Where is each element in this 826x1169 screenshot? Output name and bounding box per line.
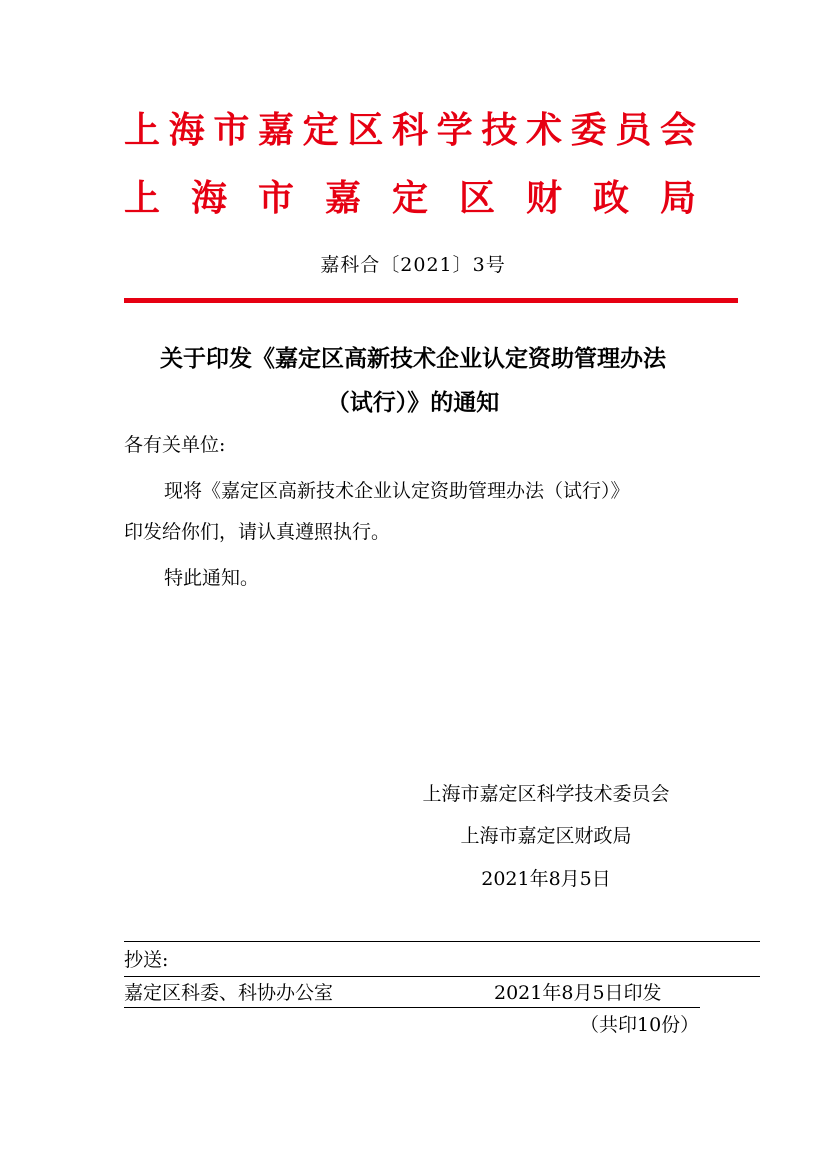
issuer-heading-1: 上海市嘉定区科学技术委员会 [124,109,696,151]
body-paragraph-line-2: 印发给你们，请认真遵照执行。 [124,521,391,543]
document-number: 嘉科合〔2021〕3号 [320,254,506,276]
footer-rule-top [124,941,760,942]
footer-rule-middle [124,976,760,977]
print-count: （共印10份） [580,1014,700,1036]
red-divider [124,298,738,303]
signature-issuer-1: 上海市嘉定区科学技术委员会 [422,783,670,805]
closing-remark: 特此通知。 [164,567,260,589]
document-title-line-2: （试行）》的通知 [326,389,500,416]
print-date: 2021年8月5日印发 [494,982,662,1004]
signature-issuer-2: 上海市嘉定区财政局 [460,825,632,847]
body-paragraph-line-1: 现将《嘉定区高新技术企业认定资助管理办法（试行）》 [164,480,630,502]
issuer-heading-2: 上海市嘉定区财政局 [124,177,696,219]
document-title-line-1: 关于印发《嘉定区高新技术企业认定资助管理办法 [160,345,666,372]
cc-label: 抄送: [124,949,169,971]
cc-recipients: 嘉定区科委、科协办公室 [124,982,334,1004]
signature-date: 2021年8月5日 [481,868,611,890]
footer-rule-bottom [124,1007,700,1008]
salutation: 各有关单位: [124,434,226,456]
